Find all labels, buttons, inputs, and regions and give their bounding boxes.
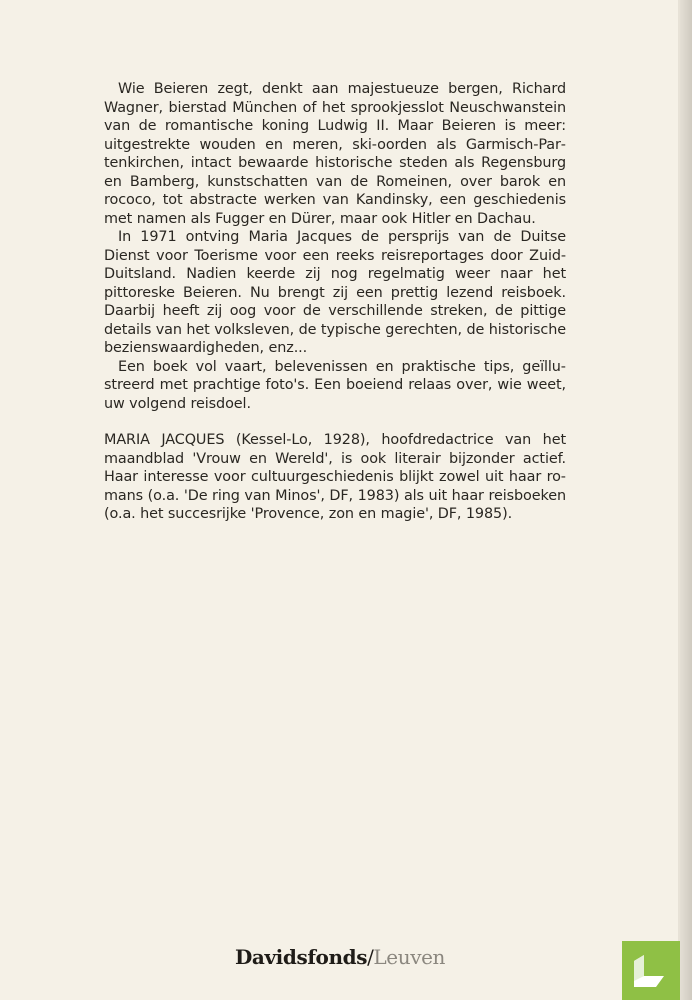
publisher-name: Davidsfonds	[234, 945, 368, 969]
publisher-separator: /	[367, 945, 374, 969]
publisher-city: Leuven	[373, 945, 446, 969]
watermark-badge	[622, 941, 680, 1000]
blurb-paragraph-2: In 1971 ontving Maria Jacques de persprijs van de Duitse Dienst voor Toerisme voor een reeks reisreportages door Zuid-Duitsland. Nadien keerde zij nog regelmatig weer naar het pittoreske Beieren. Nu brengt zij een prettig lezend reisboek. Daarbij heeft zij oog voor de verschillende streken, de pittige details van het volksleven, de typische gerechten, de historische bezienswaardigheden, enz...	[104, 229, 566, 356]
author-bio: MARIA JACQUES (Kessel-Lo, 1928), hoofdredactrice van het maandblad 'Vrouw en Wereld', is ook literair bijzonder actief. Haar interesse voor cultuurgeschiedenis blijkt zowel uit haar romans (o.a. 'De ring van Minos', DF, 1983) als uit haar reisboeken (o.a. het succesrijke 'Provence, zon en magie', DF, 1985).	[104, 432, 566, 522]
blurb-text	[104, 80, 566, 524]
blurb-paragraph-1: Wie Beieren zegt, denkt aan majestueuze bergen, Richard Wagner, bierstad München of het sprookjesslot Neuschwanstein van de romantische koning Ludwig II. Maar Beieren is meer: uitgestrekte wouden en meren, ski-oorden als Garmisch-Partenkirchen, intact bewaarde historische steden als Regensburg en Bamberg, kunstschatten van de Romeinen, over barok en rococo, tot abstracte werken van Kandinsky, een geschiedenis met namen als Fugger en Dürer, maar ook Hitler en Dachau.	[104, 81, 566, 227]
blurb-paragraph-3: Een boek vol vaart, belevenissen en praktische tips, geïllustreerd met prachtige foto's. Een boeiend relaas over, wie weet, uw volgend reisdoel.	[104, 358, 566, 412]
publisher-imprint	[0, 945, 680, 969]
cover-edge	[680, 0, 692, 1000]
l-logo-icon	[622, 941, 680, 1000]
